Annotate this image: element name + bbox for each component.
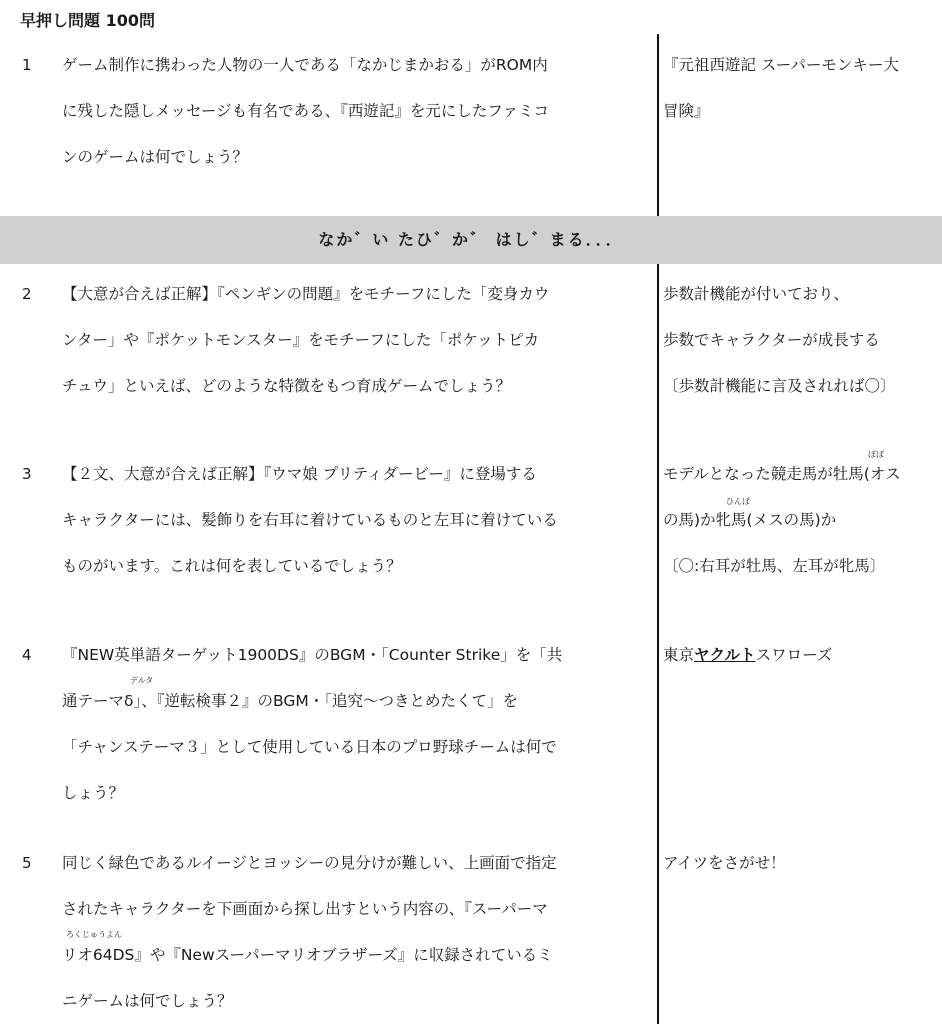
question-line: チュウ」といえば、どのような特徴をもつ育成ゲームでしょう？	[62, 377, 512, 395]
question-line: ンのゲームは何でしょう？	[62, 148, 249, 166]
answer-text	[663, 271, 941, 409]
question-line: ニゲームは何でしょう？	[62, 992, 233, 1010]
question-line: ンター」や『ポケットモンスター』をモチーフにした「ポケットピカ	[62, 331, 540, 349]
question-number: 1	[22, 56, 32, 74]
question-line: リオ64DS』や『Newスーパーマリオブラザーズ』に収録されているミ	[62, 946, 553, 964]
answer-line: 歩数計機能が付いており、	[663, 285, 850, 303]
answer-line: 『元祖西遊記 スーパーモンキー大	[663, 56, 899, 74]
answer-line: 〔歩数計機能に言及されれば〇〕	[663, 377, 896, 395]
section-banner: なか゛い たひ゛か゛ はし゛まる．．．	[0, 216, 942, 264]
answer-line: 〔〇:右耳が牡馬、左耳が牝馬〕	[663, 557, 886, 575]
question-line: 『NEW英単語ターゲット1900DS』のBGM・「Counter Strike」を「共	[62, 646, 563, 664]
ruby-annotation: ろくじゅうよん	[66, 930, 122, 939]
answer-line: モデルとなった競走馬が牡馬(オス	[663, 465, 901, 483]
question-line: キャラクターには、髪飾りを右耳に着けているものと左耳に着けている	[62, 511, 558, 529]
answer-line: の馬)か牝馬(メスの馬)か	[663, 511, 837, 529]
answer-text	[663, 632, 941, 678]
column-divider-top	[657, 34, 659, 216]
question-line: 【２文、大意が合えば正解】『ウマ娘 プリティダービー』に登場する	[62, 465, 537, 483]
question-text	[62, 271, 647, 409]
question-number: 4	[22, 646, 32, 664]
question-line: 「チャンステーマ３」として使用している日本のプロ野球チームは何で	[62, 738, 557, 756]
answer-text	[663, 42, 941, 134]
ruby-annotation: ぼば	[868, 450, 884, 459]
question-line: しょう？	[62, 784, 125, 802]
ruby-annotation: ひんば	[726, 497, 750, 506]
question-text	[62, 840, 647, 1024]
question-line: ゲーム制作に携わった人物の一人である「なかじまかおる」がROM内	[62, 56, 548, 74]
question-text	[62, 42, 647, 180]
answer-line	[663, 632, 941, 678]
column-divider-bottom	[657, 264, 659, 1024]
question-line: されたキャラクターを下画面から探し出すという内容の、『スーパーマ	[62, 900, 548, 918]
question-line: ものがいます。これは何を表しているでしょう？	[62, 557, 402, 575]
question-number: 2	[22, 285, 32, 303]
question-line: に残した隠しメッセージも有名である、『西遊記』を元にしたファミコ	[62, 102, 550, 120]
question-line: 通テーマδ」、『逆転検事２』のBGM・「追究〜つきとめたくて」を	[62, 692, 518, 710]
document-title: 早押し問題 100問	[20, 11, 155, 30]
answer-line: 冒険』	[663, 102, 710, 120]
question-text	[62, 632, 647, 816]
answer-text	[663, 840, 941, 886]
answer-part: スワローズ	[755, 646, 833, 664]
question-line: 同じく緑色であるルイージとヨッシーの見分けが難しい、上画面で指定	[62, 854, 557, 872]
question-number: 3	[22, 465, 32, 483]
answer-emphasis: ヤクルト	[694, 646, 756, 664]
question-number: 5	[22, 854, 32, 872]
question-text	[62, 451, 647, 589]
answer-text	[663, 451, 941, 589]
answer-part: 東京	[663, 646, 695, 664]
question-line: 【大意が合えば正解】『ペンギンの問題』をモチーフにした「変身カウ	[62, 285, 550, 303]
ruby-annotation: デルタ	[130, 676, 154, 685]
answer-line: アイツをさがせ！	[663, 854, 786, 872]
answer-line: 歩数でキャラクターが成長する	[663, 331, 880, 349]
